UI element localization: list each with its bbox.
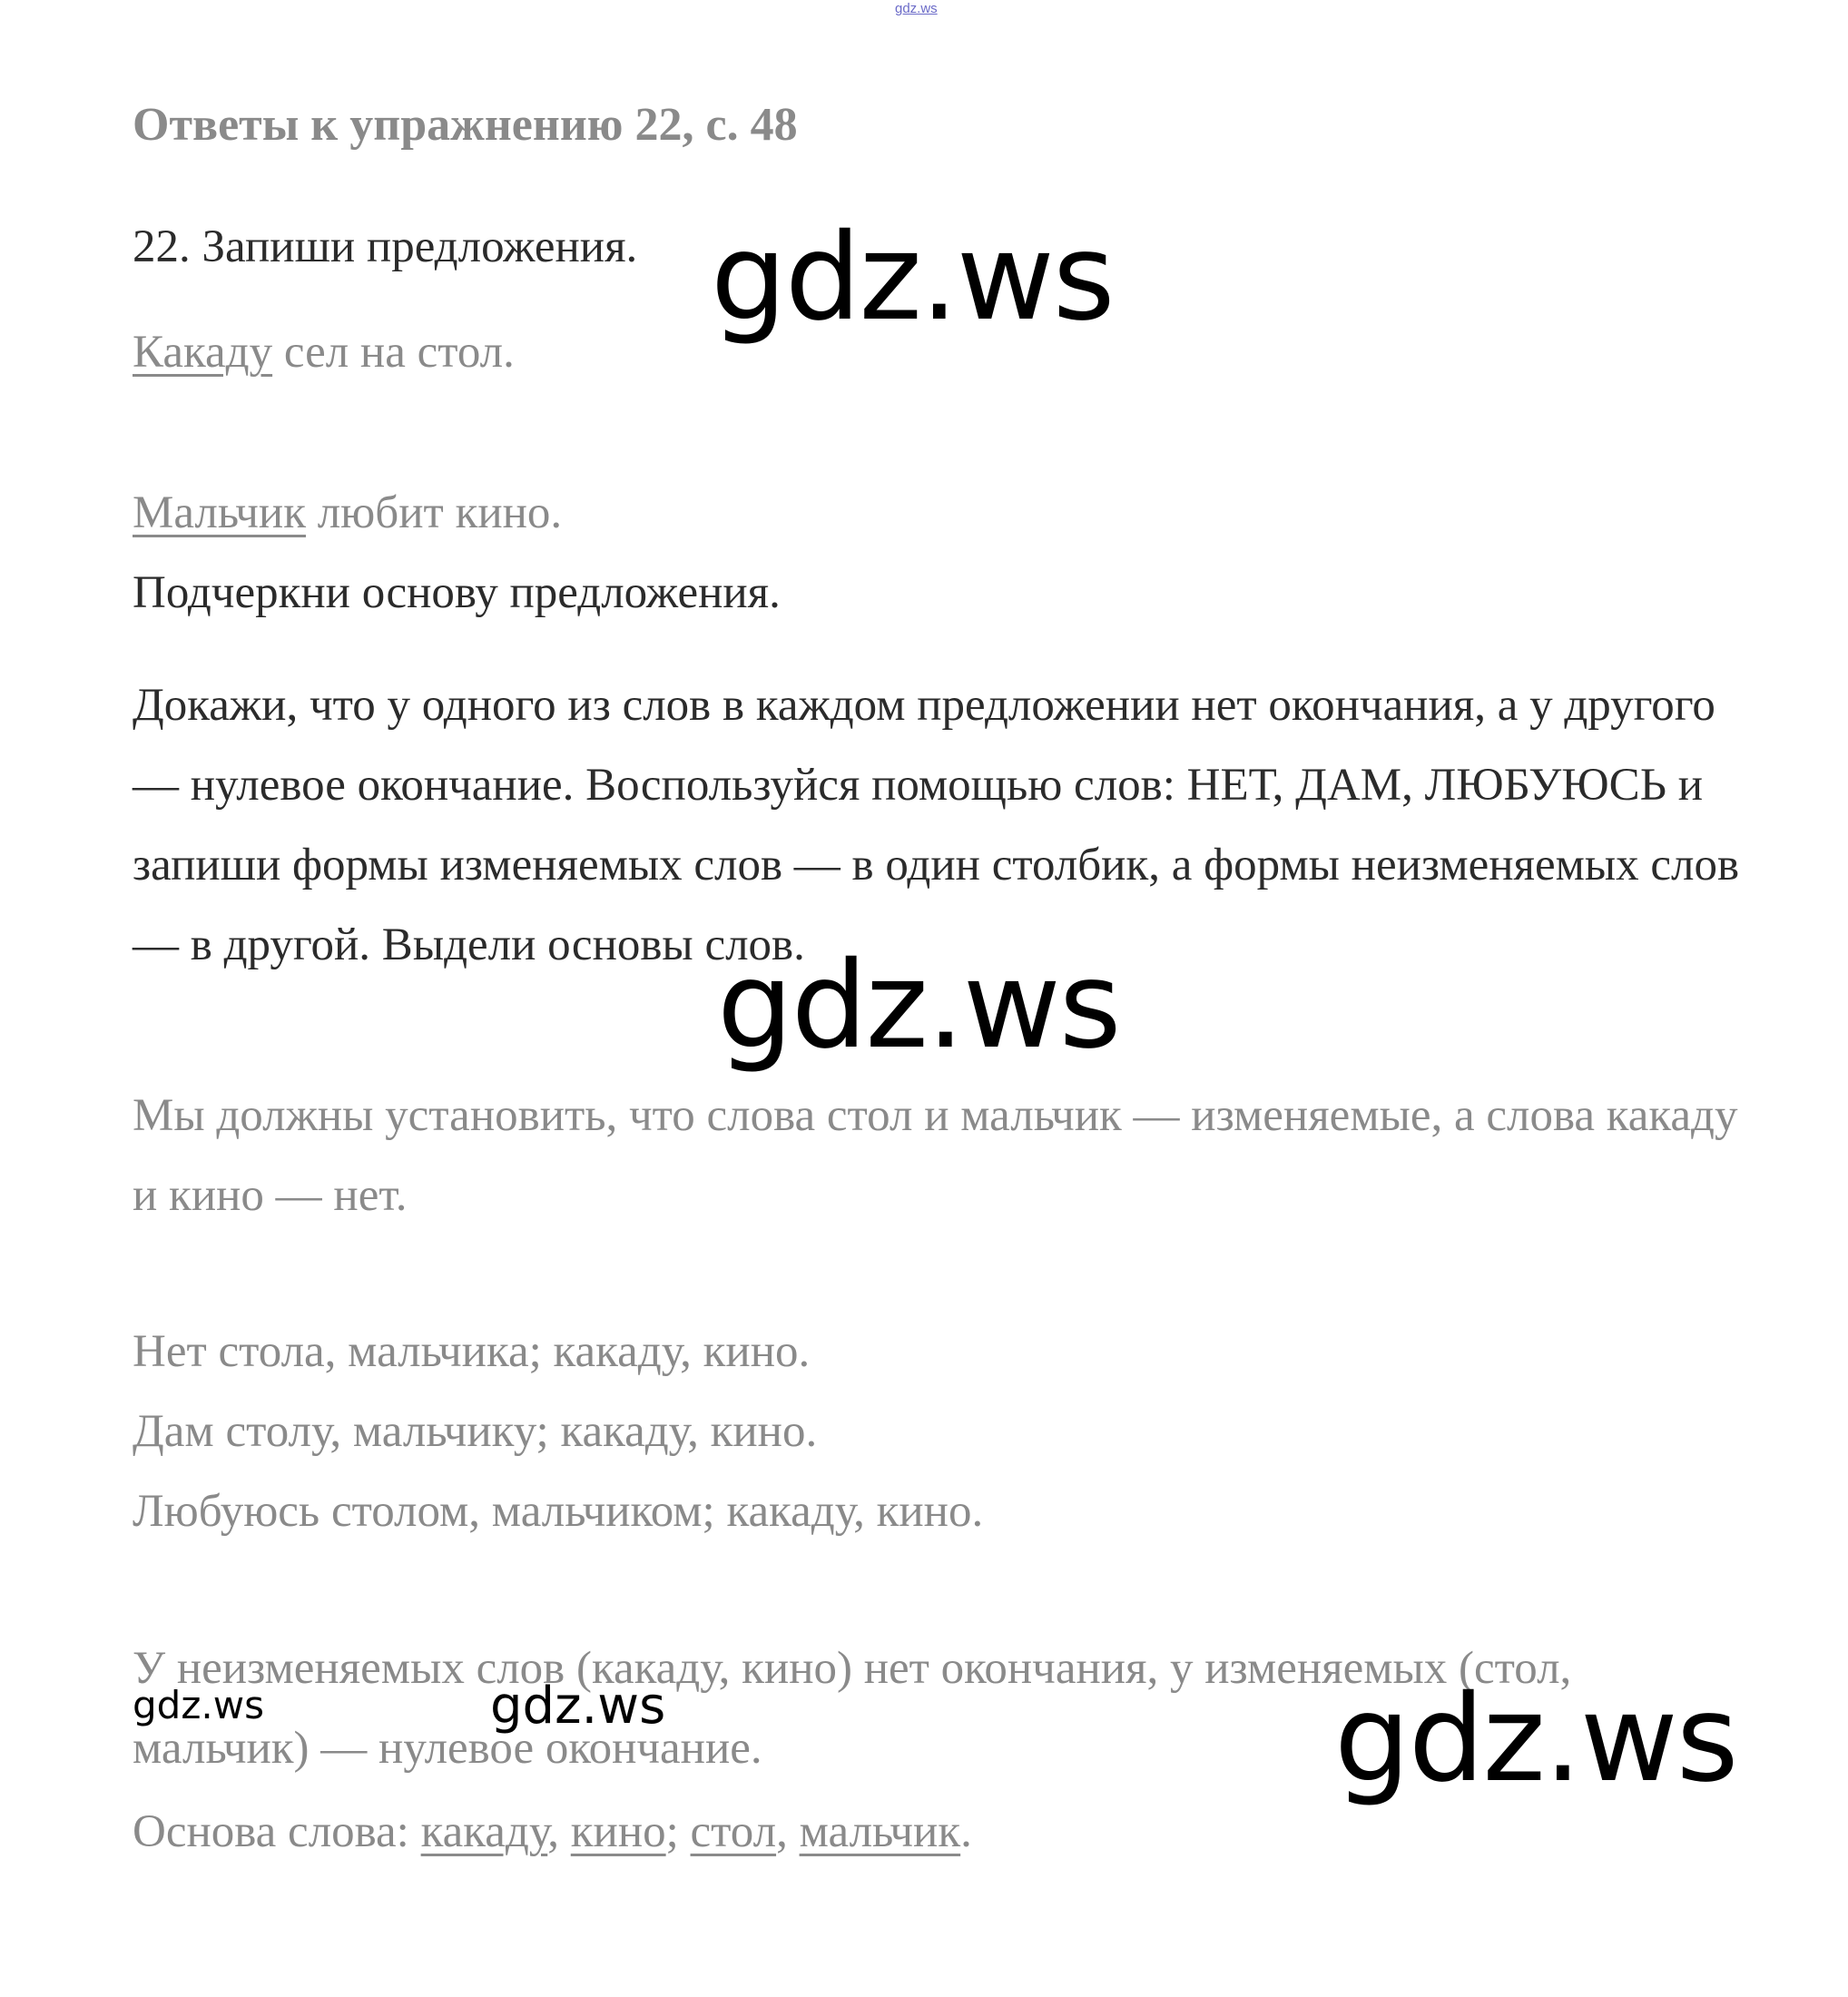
page-title: Ответы к упражнению 22, с. 48: [133, 99, 798, 151]
sentence-1-subject: Какаду: [133, 327, 273, 378]
task-description: Докажи, что у одного из слов в каждом предложении нет окончания, а у другого — нулевое окончание. Воспользуйся помощью слов: НЕТ, ДАМ, ЛЮБУЮСЬ и запиши формы изменяемых слов — в один столбик, а формы неизменяемых слов — в другой. Выдели основы слов.: [133, 680, 1740, 970]
sentence-2-subject: Мальчик: [133, 487, 306, 538]
watermark-1: gdz.ws: [711, 208, 1114, 348]
form-line-1: Нет стола, мальчика; какаду, кино.: [133, 1326, 811, 1377]
form-line-3: Любуюсь столом, мальчиком; какаду, кино.: [133, 1486, 984, 1537]
example-sentence-2: [133, 484, 562, 542]
stem-word-3: стол: [690, 1806, 777, 1857]
stems-separator-1: ,: [547, 1806, 571, 1857]
sentence-2-rest: любит кино.: [305, 487, 563, 538]
watermark-small-2: gdz.ws: [490, 1677, 666, 1736]
stem-word-1: какаду: [420, 1806, 548, 1857]
task-heading: 22. Запиши предложения.: [133, 221, 638, 272]
stem-word-4: мальчик: [799, 1806, 961, 1857]
source-mark: gdz.ws: [895, 1, 938, 16]
stems-line: [133, 1803, 972, 1861]
stems-separator-2: ;: [665, 1806, 691, 1857]
sentence-1-rest: сел на стол.: [272, 327, 515, 378]
watermark-small-1: gdz.ws: [133, 1683, 264, 1727]
example-sentence-1: [133, 323, 515, 381]
watermark-3: gdz.ws: [1334, 1669, 1737, 1809]
answer-intro: Мы должны установить, что слова стол и мальчик — изменяемые, а слова какаду и кино — нет.: [133, 1090, 1738, 1221]
stems-prefix: Основа слова:: [133, 1806, 421, 1857]
watermark-2: gdz.ws: [717, 936, 1120, 1076]
stems-end: .: [960, 1806, 972, 1857]
stems-separator-3: ,: [776, 1806, 800, 1857]
form-line-2: Дам столу, мальчику; какаду, кино.: [133, 1406, 818, 1457]
conclusion-text: У неизменяемых слов (какаду, кино) нет окончания, у изменяемых (стол, мальчик) — нулевое окончание.: [133, 1643, 1572, 1774]
stem-word-2: кино: [570, 1806, 666, 1857]
instruction-text: Подчеркни основу предложения.: [133, 567, 781, 618]
